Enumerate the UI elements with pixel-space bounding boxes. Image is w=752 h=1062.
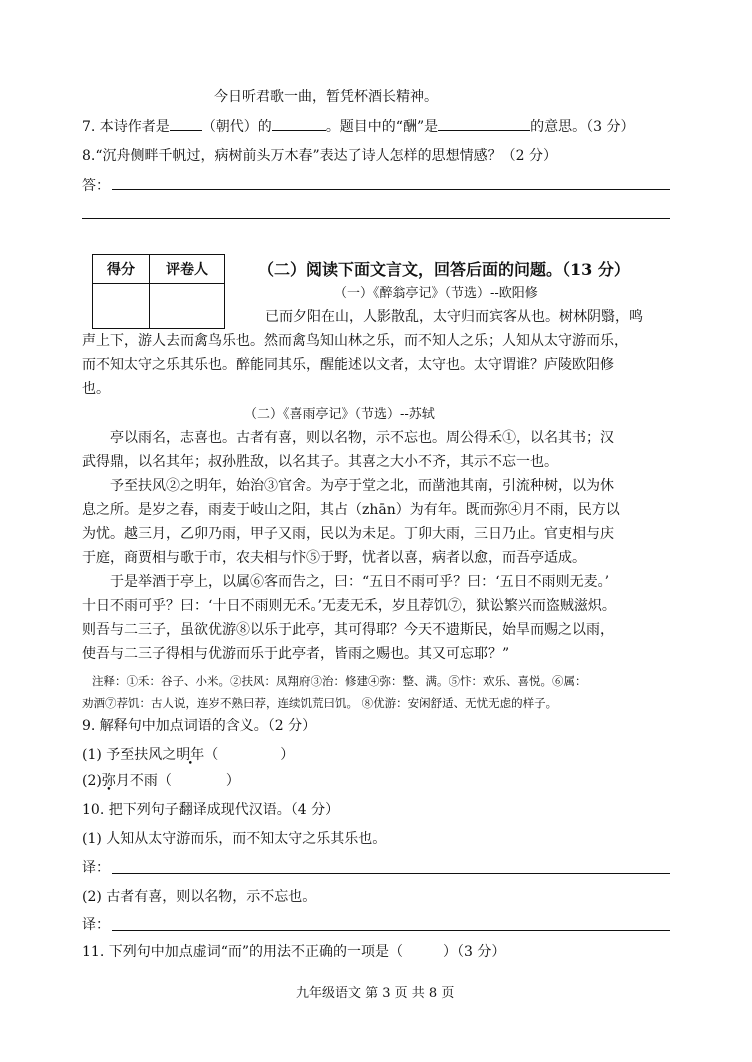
score-header: 得分: [93, 255, 150, 284]
q7-part1: 7. 本诗作者是: [82, 119, 170, 135]
question-11: [82, 942, 505, 962]
q10-sentence-2: (2) 古者有喜，则以名物，示不忘也。: [82, 889, 317, 905]
question-9: 9. 解释句中加点词语的含义。（2 分）: [82, 718, 317, 734]
q9-item-1-paren-close: ）: [280, 747, 295, 763]
q11-text-start: 11. 下列句中加点虚词“: [82, 944, 228, 960]
q10-translate-label-2: 译：: [82, 917, 110, 933]
passage-2-line: 亭以雨名，志喜也。古者有喜，则以名物，示不忘也。周公得禾①，以名其书；汉: [110, 430, 614, 446]
q10-translate-label-1: 译：: [82, 860, 110, 876]
score-cell[interactable]: [93, 284, 150, 329]
passage-2-line: 十日不雨可乎？曰：‘十日不雨则无禾。’无麦无禾，岁且荐饥⑦，狱讼繁兴而盗贼滋炽。: [82, 598, 616, 614]
q8-answer-label: 答：: [82, 178, 110, 194]
passage-2-title: （二）《喜雨亭记》（节选）--苏轼: [244, 407, 435, 422]
annotation-line: 劝酒⑦荐饥：古人说，连岁不熟曰荐，连续饥荒曰饥。 ⑧优游：安闲舒适、无忧无虑的样子。: [82, 696, 558, 710]
score-box: [92, 254, 225, 329]
q9-item-2-num: (2): [82, 773, 102, 789]
q11-points: ）（3 分）: [443, 944, 506, 960]
q9-item-1-text: (1) 予至扶风之: [82, 747, 177, 763]
passage-2-line: 武得鼎，以名其年；叔孙胜敌，以名其子。其喜之大小不齐，其示不忘一也。: [82, 454, 558, 470]
passage-1-title: （一）《醉翁亭记》（节选）--欧阳修: [334, 286, 538, 301]
page-footer: 九年级语文 第 3 页 共 8 页: [296, 986, 455, 1001]
q9-item-1-paren: （: [204, 747, 219, 763]
grader-cell[interactable]: [150, 284, 225, 329]
q10-answer-line-2[interactable]: [112, 930, 670, 931]
poem-last-line: 今日听君歌一曲，暂凭杯酒长精神。: [214, 89, 438, 105]
q9-item-2: [82, 771, 240, 791]
passage-2-line: 则吾与二三子，虽欲优游⑧以乐于此亭，其可得耶？今天不遗斯民，始旱而赐之以雨，: [82, 622, 614, 638]
q9-dotted-word: 弥: [101, 773, 116, 789]
annotation-line: 注释：①禾：谷子、小米。②扶风：凤翔府③治：修建④弥：整、满。⑤忭：欢乐、喜悦。⑥属：: [92, 674, 587, 688]
passage-1-line: 声上下，游人去而禽鸟乐也。然而禽鸟知山林之乐，而不知人之乐；人知从太守游而乐，: [82, 333, 628, 349]
q7-part3: 。题目中的“酬”是: [325, 119, 439, 135]
passage-2-line: 于是举酒于亭上，以属⑥客而告之，曰：“五日不雨可乎？曰：‘五日不雨则无麦。’: [110, 574, 610, 590]
q10-sentence-1: (1) 人知从太守游而乐，而不知太守之乐其乐也。: [82, 831, 387, 847]
q7-blank-meaning[interactable]: [438, 116, 530, 131]
q9-item-2-paren-close: ）: [225, 773, 240, 789]
q9-item-1: [82, 745, 294, 765]
q11-text-end: ”的用法不正确的一项是（: [241, 944, 404, 960]
q8-answer-line-2[interactable]: [82, 218, 670, 219]
q7-part2: （朝代）的: [201, 119, 272, 135]
q11-keyword: 而: [227, 944, 242, 960]
q7-blank-author[interactable]: [272, 116, 326, 131]
question-10: 10. 把下列句子翻译成现代汉语。（4 分）: [82, 802, 340, 818]
grader-header: 评卷人: [150, 255, 225, 284]
question-7: [82, 116, 635, 137]
q7-blank-dynasty[interactable]: [170, 116, 202, 131]
q9-item-2-text: 月不雨（: [115, 773, 172, 789]
passage-2-line: 予至扶风②之明年，始治③官舍。为亭于堂之北，而凿池其南，引流种树，以为休: [110, 478, 614, 494]
q8-answer-line-1[interactable]: [112, 189, 670, 190]
passage-2-line: 于庭，商贾相与歌于市，农夫相与忭⑤于野，忧者以喜，病者以愈，而吾亭适成。: [82, 550, 586, 566]
question-8: 8.“沉舟侧畔千帆过，病树前头万木春”表达了诗人怎样的思想情感？（2 分）: [82, 148, 558, 164]
passage-2-line: 为忧。越三月，乙卯乃雨，甲子又雨，民以为未足。丁卯大雨，三日乃止。官吏相与庆: [82, 526, 614, 542]
passage-2-line: 使吾与二三子得相与优游而乐于此亭者，皆雨之赐也。其又可忘耶？”: [82, 646, 510, 662]
q9-dotted-word: 明年: [176, 747, 205, 763]
section-2-title: （二）阅读下面文言文，回答后面的问题。（13 分）: [258, 260, 630, 279]
passage-1-line: 也。: [82, 381, 110, 397]
passage-1-line: 已而夕阳在山，人影散乱，太守归而宾客从也。树林阴翳，鸣: [265, 309, 643, 325]
q7-part4: 的意思。（3 分）: [530, 119, 635, 135]
passage-1-line: 而不知太守之乐其乐也。醉能同其乐，醒能述以文者，太守也。太守谓谁？庐陵欧阳修: [82, 357, 614, 373]
q10-answer-line-1[interactable]: [112, 873, 670, 874]
passage-2-line: 息之所。是岁之春，雨麦于岐山之阳，其占（zhān）为有年。既而弥④月不雨，民方以: [82, 502, 620, 518]
